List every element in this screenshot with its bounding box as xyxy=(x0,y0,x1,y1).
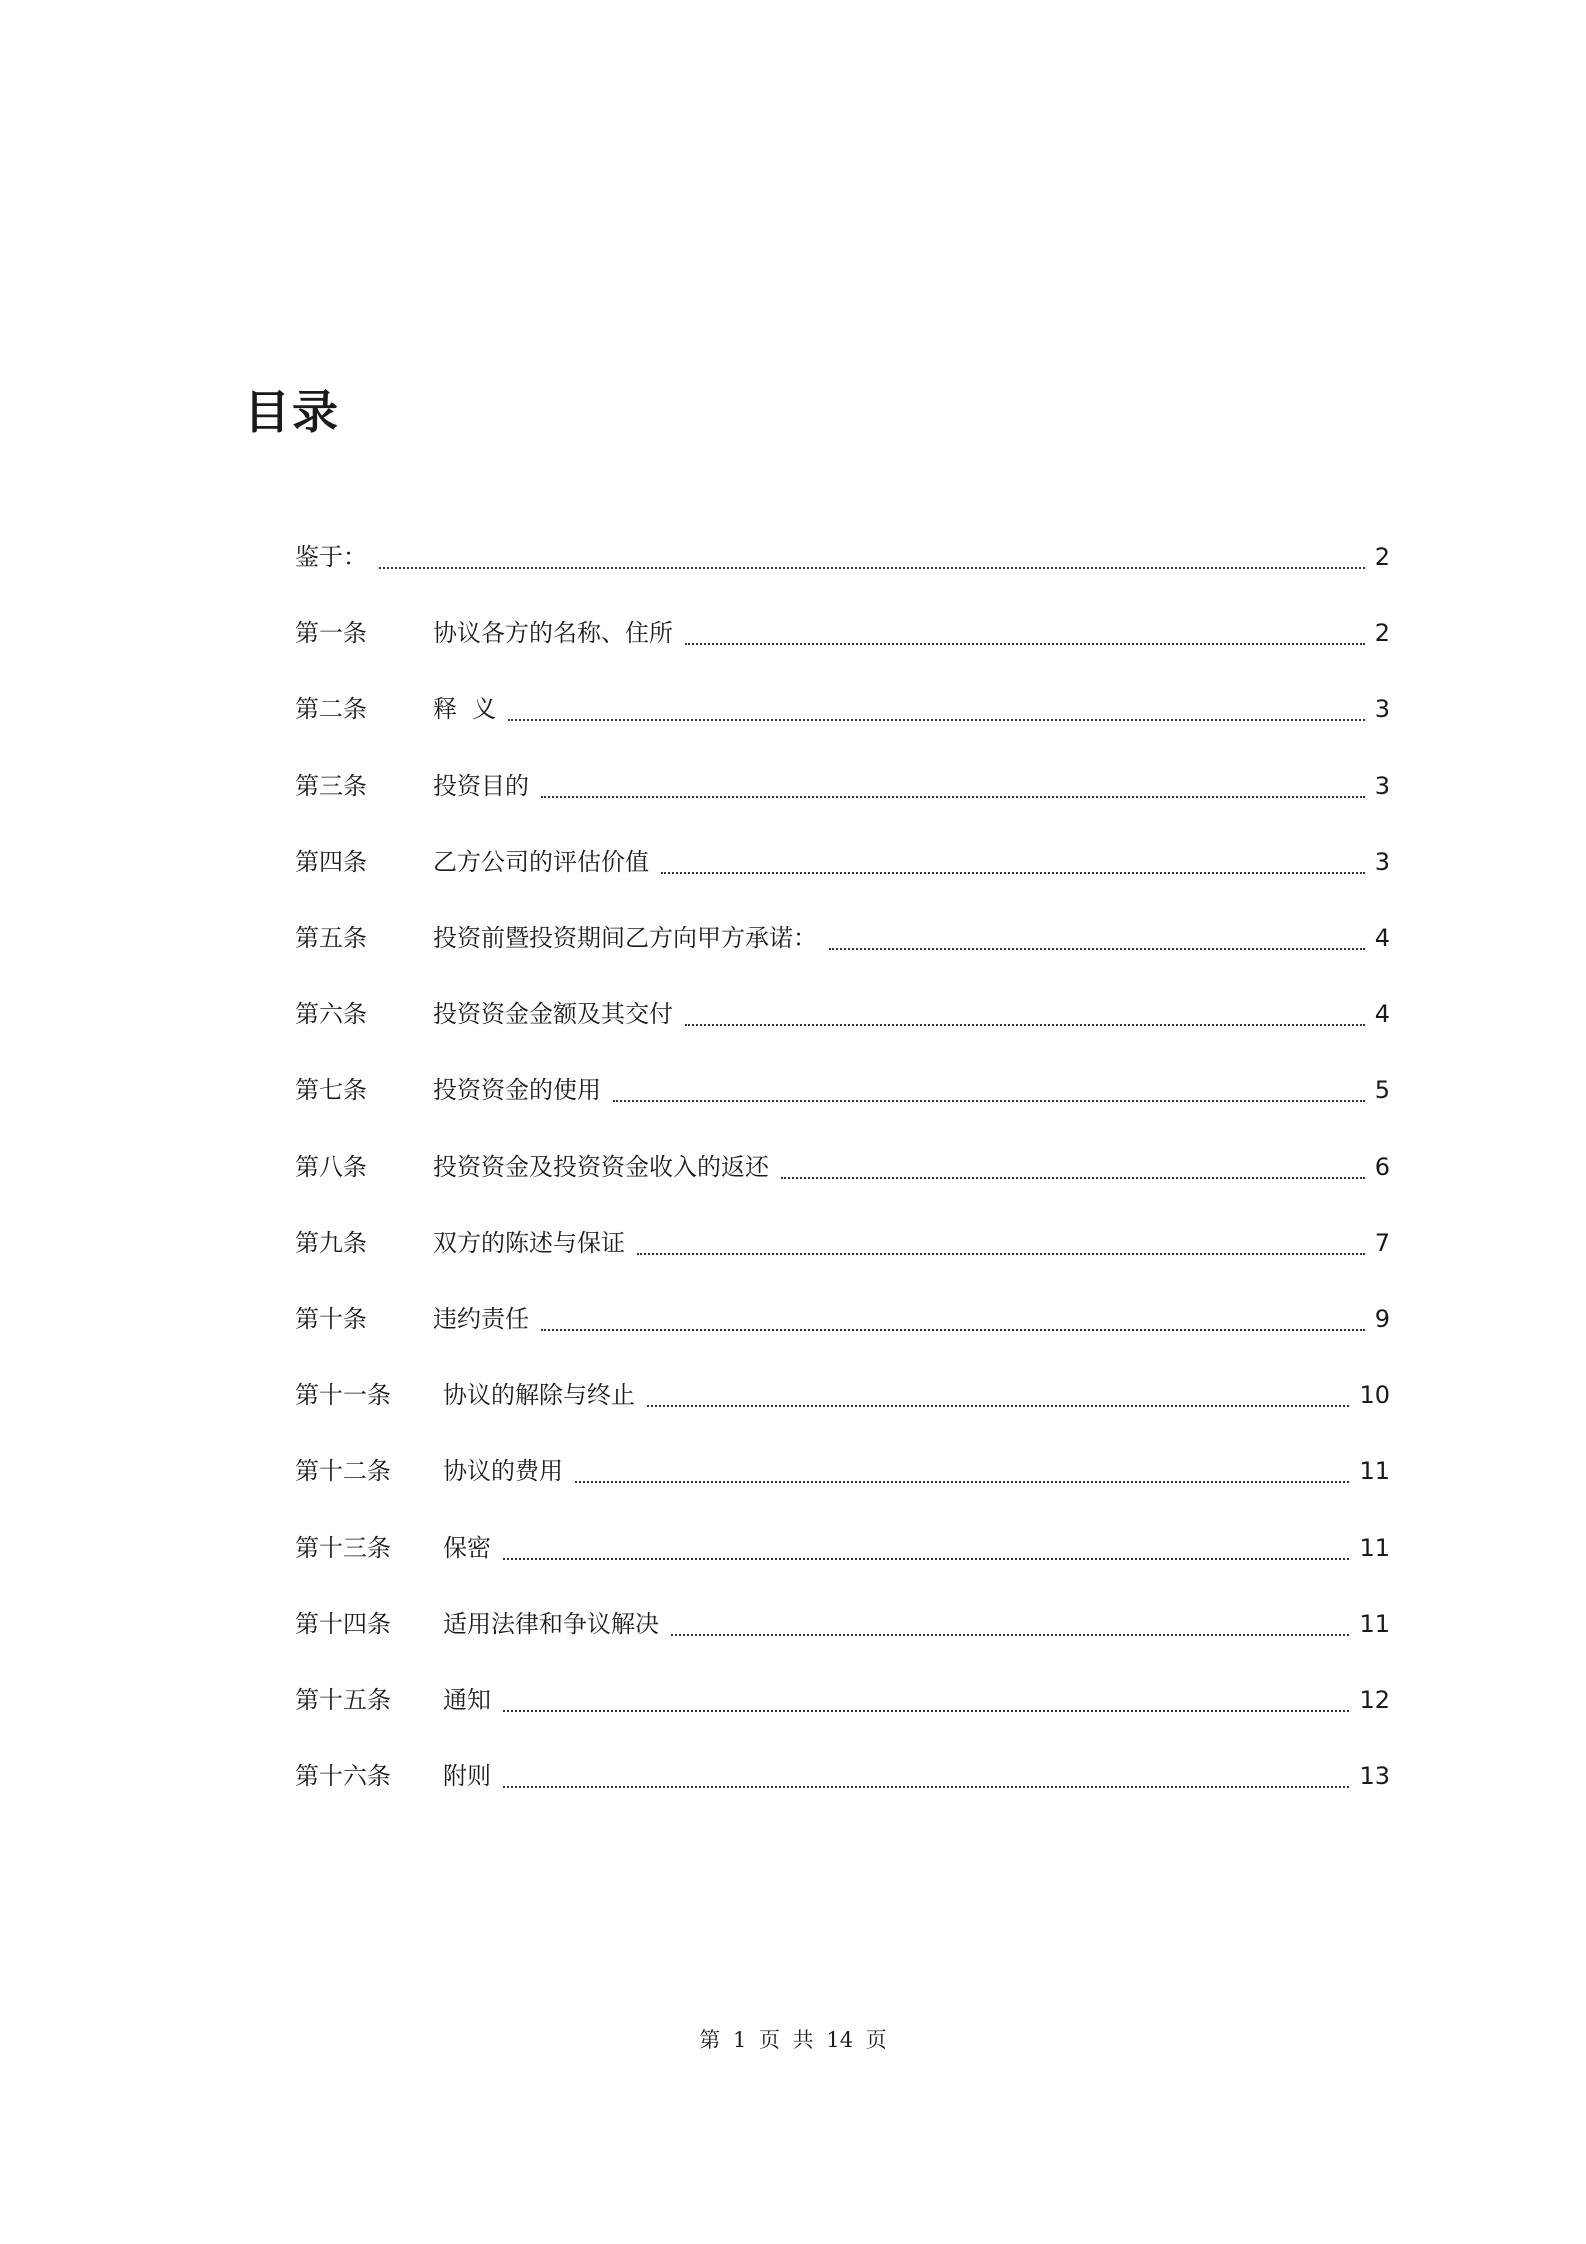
toc-entry-number: 第八条 xyxy=(295,1152,367,1181)
toc-entry-number: 第二条 xyxy=(295,695,367,724)
toc-entry[interactable] xyxy=(295,1738,1390,1814)
toc-entry-title: 附则 xyxy=(443,1762,491,1791)
toc-entry-title: 投资资金金额及其交付 xyxy=(433,1000,673,1029)
toc-entry-title: 适用法律和争议解决 xyxy=(443,1609,659,1638)
toc-entry-number: 鉴于： xyxy=(295,543,367,572)
toc-entry[interactable] xyxy=(295,671,1390,747)
toc-entry-title: 协议的解除与终止 xyxy=(443,1381,635,1410)
toc-entry[interactable] xyxy=(295,1662,1390,1738)
toc-entry-title: 投资资金的使用 xyxy=(433,1076,601,1105)
toc-title: 目录 xyxy=(244,385,340,439)
toc-entry-page: 10 xyxy=(1359,1381,1390,1410)
toc-entry-page: 3 xyxy=(1374,771,1390,800)
toc-entry-page: 13 xyxy=(1359,1762,1390,1791)
toc-dot-leader xyxy=(781,1177,1365,1179)
toc-entry-page: 4 xyxy=(1374,1000,1390,1029)
toc-dot-leader xyxy=(685,643,1365,645)
toc-dot-leader xyxy=(503,1786,1349,1788)
toc-entry[interactable] xyxy=(295,900,1390,976)
toc-entry-number: 第九条 xyxy=(295,1228,367,1257)
toc-entry-number: 第一条 xyxy=(295,619,367,648)
toc-entry-number: 第三条 xyxy=(295,771,367,800)
toc-entry[interactable] xyxy=(295,1433,1390,1509)
toc-entry-number: 第七条 xyxy=(295,1076,367,1105)
toc-dot-leader xyxy=(661,872,1365,874)
toc-entry-page: 11 xyxy=(1359,1533,1390,1562)
toc-entry[interactable] xyxy=(295,519,1390,595)
toc-entry[interactable] xyxy=(295,748,1390,824)
toc-entry-title: 违约责任 xyxy=(433,1304,529,1333)
toc-entry-page: 6 xyxy=(1374,1152,1390,1181)
toc-entry-page: 11 xyxy=(1359,1457,1390,1486)
toc-entry[interactable] xyxy=(295,1509,1390,1585)
toc-entry-page: 9 xyxy=(1374,1304,1390,1333)
toc-entry-page: 3 xyxy=(1374,847,1390,876)
toc-dot-leader xyxy=(575,1481,1349,1483)
toc-dot-leader xyxy=(829,948,1365,950)
toc-entry-title: 协议的费用 xyxy=(443,1457,563,1486)
toc-entry-page: 2 xyxy=(1374,619,1390,648)
toc-entry[interactable] xyxy=(295,1052,1390,1128)
toc-entry-page: 11 xyxy=(1359,1609,1390,1638)
toc-entry-number: 第十条 xyxy=(295,1304,367,1333)
toc-list xyxy=(295,519,1390,1814)
toc-entry-number: 第四条 xyxy=(295,847,367,876)
toc-entry-title: 乙方公司的评估价值 xyxy=(433,847,649,876)
toc-entry[interactable] xyxy=(295,1129,1390,1205)
toc-dot-leader xyxy=(647,1405,1349,1407)
toc-entry-title: 通知 xyxy=(443,1685,491,1714)
toc-dot-leader xyxy=(379,567,1365,569)
toc-entry-page: 4 xyxy=(1374,924,1390,953)
toc-entry-number: 第五条 xyxy=(295,924,367,953)
toc-entry-title: 投资前暨投资期间乙方向甲方承诺： xyxy=(433,924,817,953)
toc-dot-leader xyxy=(671,1634,1349,1636)
toc-entry-title: 投资资金及投资资金收入的返还 xyxy=(433,1152,769,1181)
toc-entry[interactable] xyxy=(295,824,1390,900)
toc-entry-number: 第十六条 xyxy=(295,1762,391,1791)
toc-dot-leader xyxy=(685,1024,1365,1026)
toc-entry[interactable] xyxy=(295,1586,1390,1662)
toc-entry-page: 3 xyxy=(1374,695,1390,724)
toc-entry-title: 协议各方的名称、住所 xyxy=(433,619,673,648)
toc-entry-title: 双方的陈述与保证 xyxy=(433,1228,625,1257)
toc-dot-leader xyxy=(541,1329,1365,1331)
toc-entry-page: 7 xyxy=(1374,1228,1390,1257)
page-footer: 第 1 页 共 14 页 xyxy=(699,2028,887,2052)
toc-entry[interactable] xyxy=(295,1357,1390,1433)
toc-entry[interactable] xyxy=(295,595,1390,671)
toc-dot-leader xyxy=(503,1710,1349,1712)
toc-dot-leader xyxy=(613,1100,1365,1102)
toc-entry-title: 保密 xyxy=(443,1533,491,1562)
toc-entry[interactable] xyxy=(295,1205,1390,1281)
toc-entry[interactable] xyxy=(295,976,1390,1052)
toc-entry-page: 2 xyxy=(1374,543,1390,572)
toc-entry-number: 第十一条 xyxy=(295,1381,391,1410)
toc-dot-leader xyxy=(503,1558,1349,1560)
toc-entry-number: 第十二条 xyxy=(295,1457,391,1486)
toc-entry-page: 12 xyxy=(1359,1685,1390,1714)
toc-entry-number: 第十三条 xyxy=(295,1533,391,1562)
toc-entry-title: 投资目的 xyxy=(433,771,529,800)
toc-entry[interactable] xyxy=(295,1281,1390,1357)
toc-entry-page: 5 xyxy=(1374,1076,1390,1105)
toc-dot-leader xyxy=(508,719,1364,721)
toc-entry-number: 第六条 xyxy=(295,1000,367,1029)
toc-entry-number: 第十四条 xyxy=(295,1609,391,1638)
toc-dot-leader xyxy=(541,796,1365,798)
toc-entry-number: 第十五条 xyxy=(295,1685,391,1714)
toc-entry-title: 释 义 xyxy=(433,695,497,724)
toc-dot-leader xyxy=(637,1253,1365,1255)
